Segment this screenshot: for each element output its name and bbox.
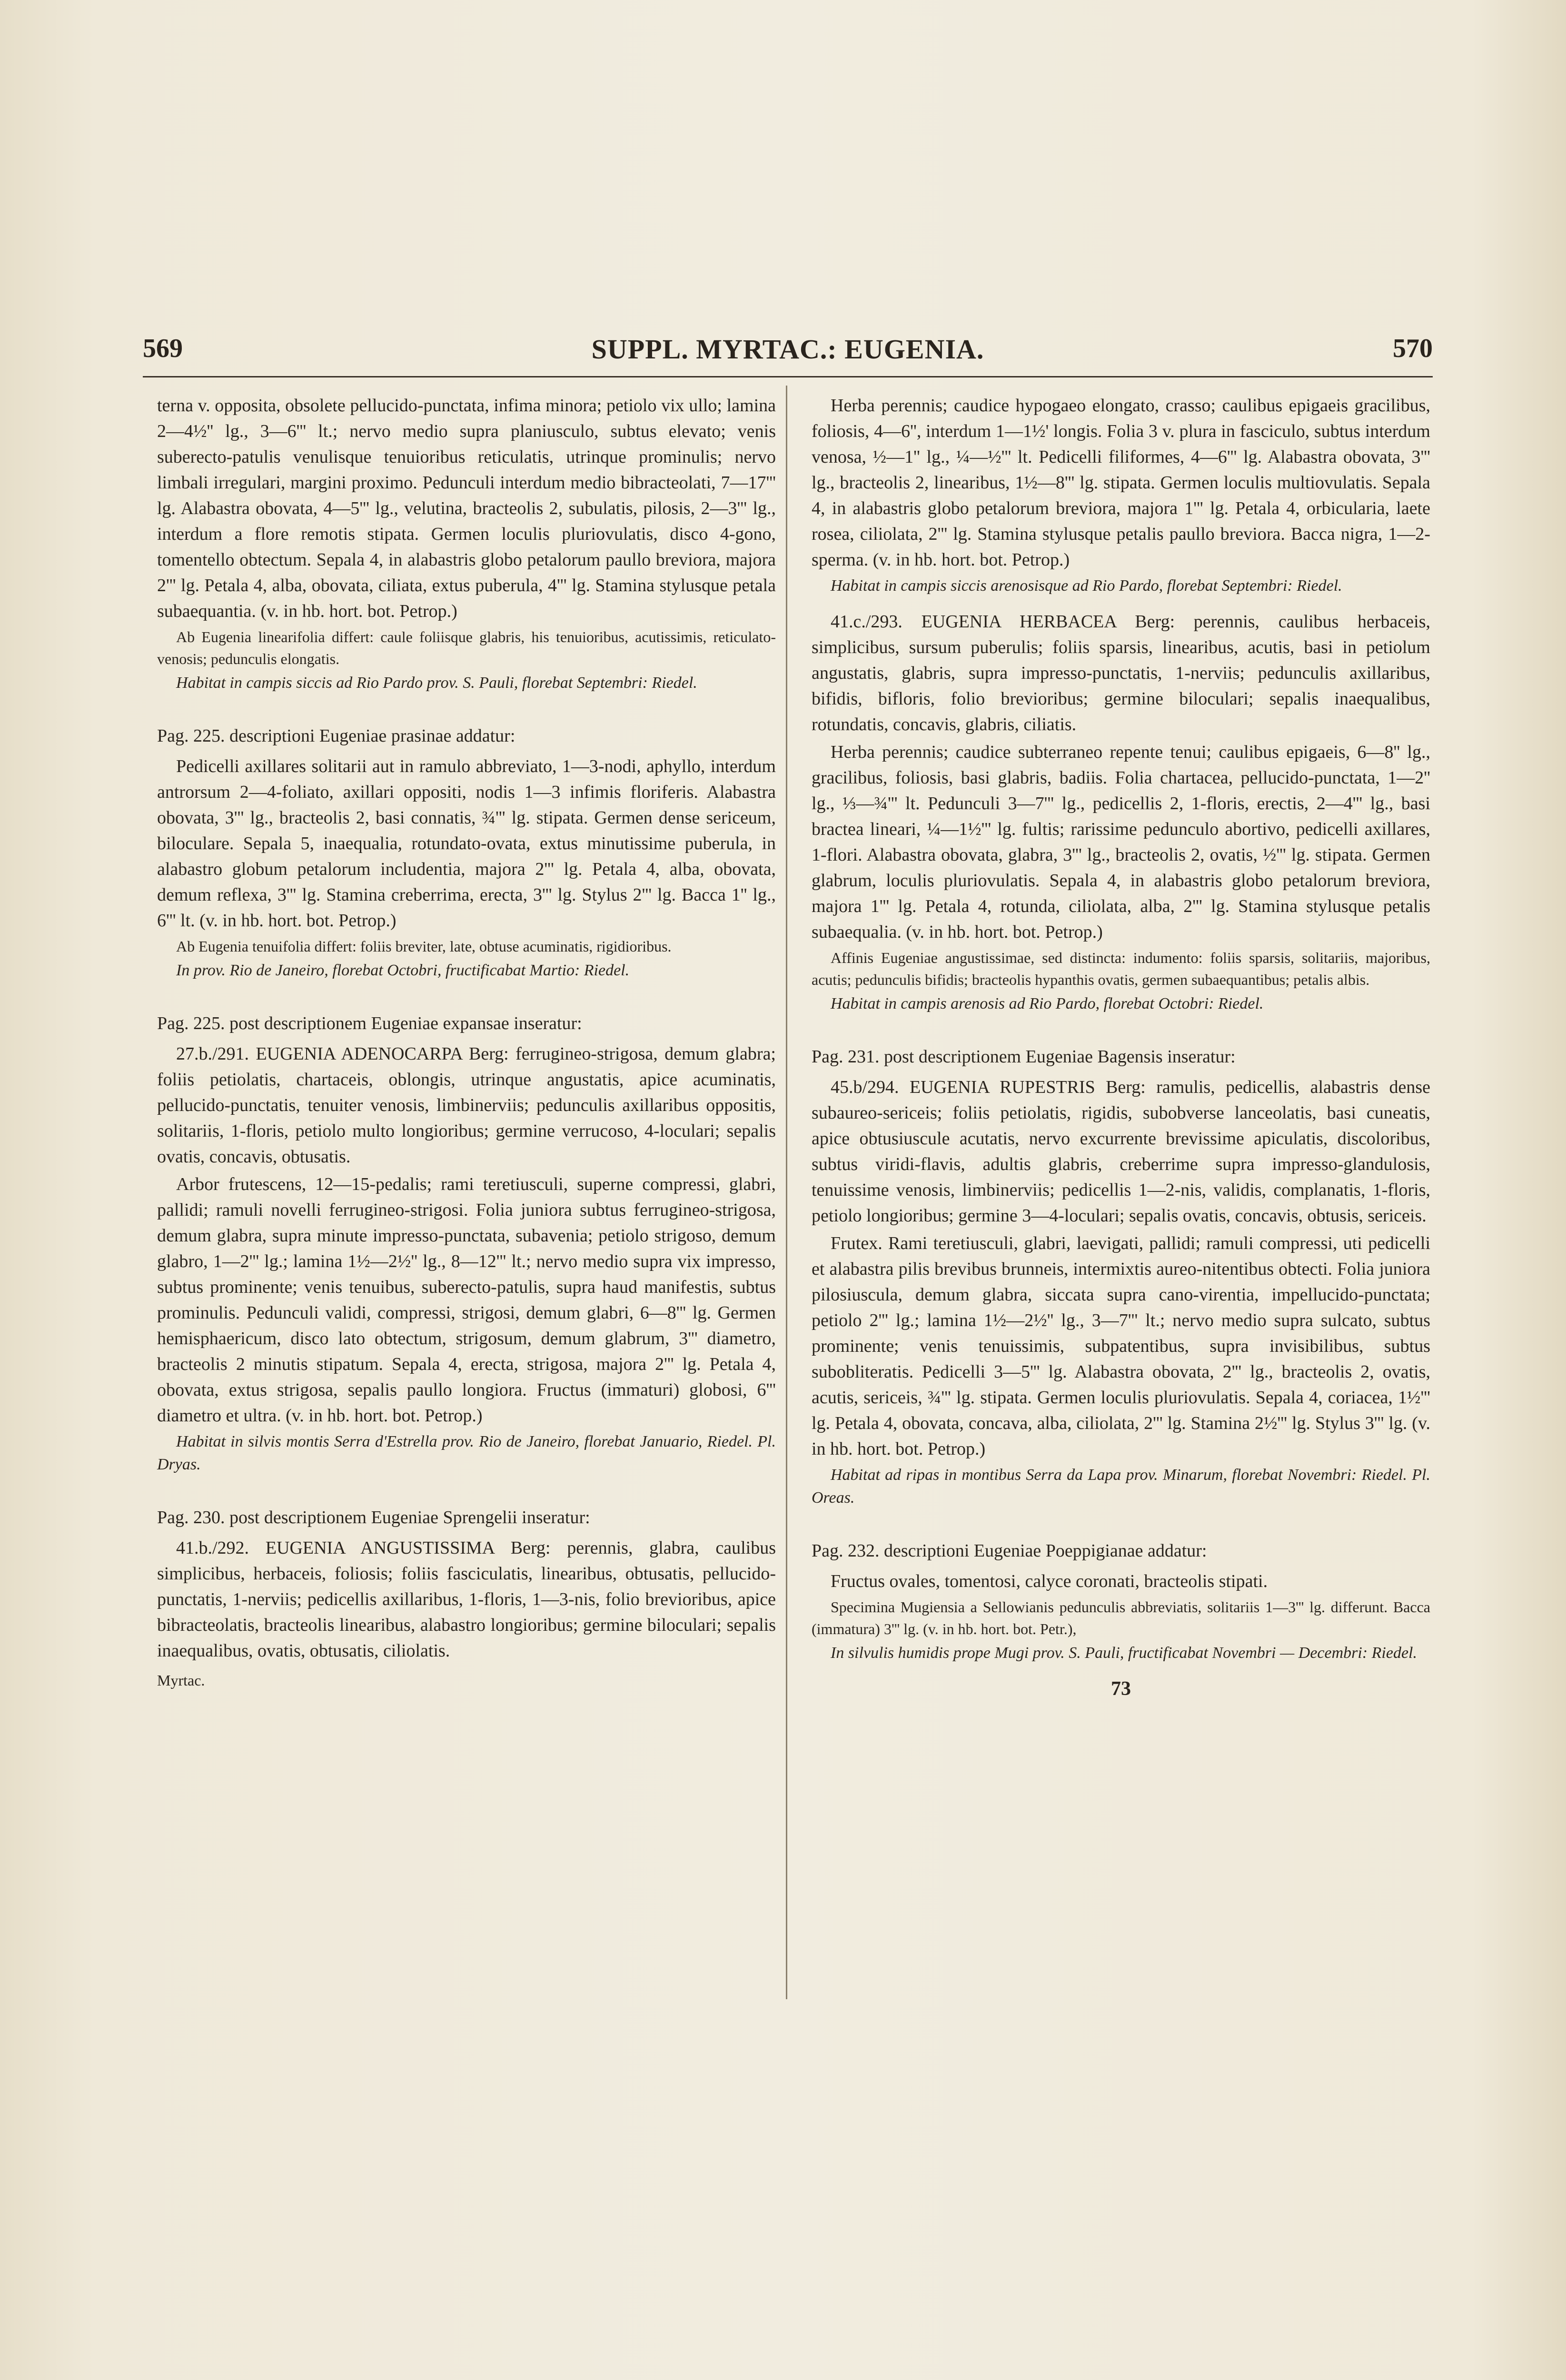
page-reference: Pag. 230. post descriptionem Eugeniae Sprengelii inseratur: — [157, 1507, 590, 1527]
signature-number: 73 — [1111, 1678, 1131, 1700]
paragraph: Herba perennis; caudice hypogaeo elongato, crasso; caulibus epigaeis gracilibus, foliosis, 4—6'', interdum 1—1½' longis. Folia 3 v. plura in fasciculo, subtus interdum venosa, ½—1'' lg., ¼—½''' lt. Pedicelli filiformes, 4—6''' lg. Alabastra obovata, 3''' lg., bracteolis 2, linearibus, 1½—8''' lg. stipata. Germen loculis multiovulatis. Sepala 4, in alabastris globo petalorum breviora, majora 1''' lg. Petala 4, orbicularia, laete rosea, ciliolata, 2''' lg. Stamina stylusque petalis paullo breviora. Bacca nigra, 1—2-sperma. (v. in hb. hort. bot. Petrop.) — [812, 396, 1430, 570]
paragraph: Herba perennis; caudice subterraneo repente tenui; caulibus epigaeis, 6—8'' lg., gracilibus, foliosis, basi glabris, badiis. Folia chartacea, pellucido-punctata, 1—2'' lg., ⅓—¾''' lt. Pedunculi 3—7''' lg., pedicellis 2, 1-floris, erectis, 2—4''' lg., basi bractea lineari, ¼—1½''' lg. fultis; rarissime pedunculo abortivo, pedicelli axillares, 1-flori. Alabastra obovata, glabra, 3''' lg., bracteolis 2, ovatis, ½''' lg. stipata. Germen glabrum, loculis pluriovulatis. Sepala 4, in alabastris globo petalorum breviora, majora 1''' lg. Petala 4, rotunda, ciliolata, alba, 2''' lg. Stamina stylusque petalis subaequalia. (v. in hb. hort. bot. Petrop.) — [812, 742, 1430, 942]
running-title: SUPPL. MYRTAC.: EUGENIA. — [591, 334, 984, 365]
page-number-right: 570 — [1393, 334, 1433, 363]
habitat: Habitat in campis siccis arenosisque ad Rio Pardo, florebat Septembri: Riedel. — [831, 577, 1342, 595]
note: Ab Eugenia linearifolia differt: caule foliisque glabris, his tenuioribus, acutissimis, reticulato-venosis; pedunculis elongatis. — [157, 628, 776, 667]
left-column — [157, 393, 776, 1695]
page-reference: Pag. 225. post descriptionem Eugeniae expansae inseratur: — [157, 1013, 582, 1033]
header-rule — [143, 376, 1433, 377]
note: Affinis Eugeniae angustissimae, sed distincta: indumento: foliis sparsis, solitariis, majoribus, acutis; pedunculis bifidis; bracteolis hypanthis ovatis, germen subaequantibus; petalis albis. — [812, 949, 1430, 988]
paragraph: Pedicelli axillares solitarii aut in ramulo abbreviato, 1—3-nodi, aphyllo, interdum antrorsum 2—4-foliato, axillari oppositi, nodis 1—3 infimis floriferis. Alabastra obovata, 3''' lg., bracteolis 2, basi connatis, ¾''' lg. stipata. Germen dense sericeum, biloculare. Sepala 5, inaequalia, rotundato-ovata, extus minutissime puberula, in alabastro globum petalorum includentia, majora 2''' lg. Petala 4, alba, obovata, demum reflexa, 3''' lg. Stamina creberrima, erecta, 3''' lg. Stylus 2''' lg. Bacca 1'' lg., 6''' lt. (v. in hb. hort. bot. Petrop.) — [157, 756, 776, 931]
paragraph: Fructus ovales, tomentosi, calyce coronati, bracteolis stipati. — [831, 1571, 1268, 1591]
habitat: Habitat in campis siccis ad Rio Pardo prov. S. Pauli, florebat Septembri: Riedel. — [176, 674, 697, 692]
habitat: Habitat in campis arenosis ad Rio Pardo, florebat Octobri: Riedel. — [831, 995, 1264, 1012]
running-header — [143, 333, 1433, 386]
page-reference: Pag. 225. descriptioni Eugeniae prasinae addatur: — [157, 726, 515, 746]
signature-mark: Myrtac. — [157, 1672, 205, 1689]
page-reference: Pag. 232. descriptioni Eugeniae Poeppigianae addatur: — [812, 1541, 1207, 1561]
habitat: Habitat ad ripas in montibus Serra da Lapa prov. Minarum, florebat Novembri: Riedel. Pl. Oreas. — [812, 1466, 1430, 1507]
column-divider — [786, 386, 787, 1999]
note: Ab Eugenia tenuifolia differt: foliis breviter, late, obtuse acuminatis, rigidioribus. — [176, 938, 672, 955]
right-column — [812, 393, 1430, 1704]
paragraph: Frutex. Rami teretiusculi, glabri, laevigati, pallidi; ramuli compressi, uti pedicelli et alabastra pilis brevibus brunneis, intermixtis aureo-nitentibus obtecti. Folia juniora pilosiuscula, demum glabra, siccata supra cano-virentia, impellucido-punctata; petiolo 2''' lg.; lamina 1½—2½'' lg., 3—7''' lt.; nervo medio supra sulcato, subtus prominente; venis tenuissimis, subpatentibus, supra invisibilibus, subtus subobliteratis. Pedicelli 3—5''' lg. Alabastra obovata, 2''' lg., bracteolis 2, ovatis, acutis, sericeis, ¾''' lg. stipata. Germen loculis pluriovulatis. Sepala 4, coriacea, 1½''' lg. Petala 4, obovata, concava, alba, ciliolata, 2''' lg. Stamina 2½''' lg. Stylus 3''' lg. (v. in hb. hort. bot. Petrop.) — [812, 1233, 1430, 1459]
habitat: In prov. Rio de Janeiro, florebat Octobri, fructificabat Martio: Riedel. — [176, 962, 630, 979]
species-diagnosis: 41.b./292. EUGENIA ANGUSTISSIMA Berg: perennis, glabra, caulibus simplicibus, herbaceis, foliosis; foliis fasciculatis, linearibus, obtusatis, pellucido-punctatis, 1-nerviis; pedicellis axillaribus, 1-floris, 1—3-nis, folio brevioribus, apice bibracteolatis, bracteolis linearibus, alabastro longioribus; germine biloculari; sepalis inaequalibus, ovatis, obtusatis, ciliolatis. — [157, 1538, 776, 1661]
note: Specimina Mugiensia a Sellowianis pedunculis abbreviatis, solitariis 1—3''' lg. differunt. Bacca (immatura) 3''' lg. (v. in hb. hort. bot. Petr.), — [812, 1598, 1430, 1637]
species-diagnosis: 41.c./293. EUGENIA HERBACEA Berg: perennis, caulibus herbaceis, simplicibus, sursum puberulis; foliis sparsis, linearibus, acutis, basi in petiolum angustatis, glabris, supra impresso-punctatis, 1-nerviis; pedunculis axillaribus, bifidis, bifloris, folio brevioribus; germine biloculari; sepalis inaequalibus, rotundatis, concavis, glabris, ciliatis. — [812, 612, 1430, 734]
species-diagnosis: 45.b/294. EUGENIA RUPESTRIS Berg: ramulis, pedicellis, alabastris dense subaureo-sericeis; foliis petiolatis, rigidis, subobverse lanceolatis, basi cuneatis, apice obtusiuscule acutatis, nervo excurrente brevissime apiculatis, discoloribus, subtus viridi-flavis, adultis glabris, creberrime supra impresso-glandulosis, tenuissime venosis, limbinerviis; pedicellis 1—2-nis, validis, complanatis, 1-floris, petiolo longioribus; germine 3—4-loculari; sepalis ovatis, concavis, obtusis, sericeis. — [812, 1077, 1430, 1226]
page-number-left: 569 — [143, 334, 183, 363]
species-diagnosis: 27.b./291. EUGENIA ADENOCARPA Berg: ferrugineo-strigosa, demum glabra; foliis petiolatis, chartaceis, oblongis, utrinque angustatis, apice acuminatis, pellucido-punctatis, tenuiter venosis, limbinerviis; pedunculis axillaribus oppositis, solitariis, 1-floris, petiolo multo longioribus; germine verrucoso, 4-loculari; sepalis ovatis, concavis, obtusatis. — [157, 1044, 776, 1167]
paragraph: terna v. opposita, obsolete pellucido-punctata, infima minora; petiolo vix ullo; lamina 2—4½'' lg., 3—6''' lt.; nervo medio supra planiusculo, subtus elevato; venis suberecto-patulis venulisque tenuioribus reticulatis, utrinque prominulis; nervo limbali irregulari, margini proximo. Pedunculi interdum medio bibracteolati, 7—17''' lg. Alabastra obovata, 4—5''' lg., velutina, bracteolis 2, subulatis, pilosis, 2—3''' lg., interdum a flore remotis stipata. Germen loculis pluriovulatis, disco 4-gono, tomentello obtectum. Sepala 4, in alabastris globo petalorum paullo breviora, majora 2''' lg. Petala 4, alba, obovata, ciliata, extus puberula, 4''' lg. Stamina stylusque petala subaequantia. (v. in hb. hort. bot. Petrop.) — [157, 396, 776, 621]
habitat: Habitat in silvis montis Serra d'Estrella prov. Rio de Janeiro, florebat Januario, Riedel. Pl. Dryas. — [157, 1433, 776, 1473]
paragraph: Arbor frutescens, 12—15-pedalis; rami teretiusculi, superne compressi, glabri, pallidi; ramuli novelli ferrugineo-strigosi. Folia juniora subtus ferrugineo-strigosa, demum glabra, supra minute impresso-punctata, subavenia; petiolo strigoso, demum glabro, 1—2''' lg.; lamina 1½—2½'' lg., 8—12''' lt.; nervo medio supra vix impresso, subtus prominente; venis tenuibus, suberecto-patulis, supra haud manifestis, subtus prominulis. Pedunculi validi, compressi, strigosi, demum glabri, 6—8''' lg. Germen hemisphaericum, disco lato obtectum, strigosum, demum glabrum, 3''' diametro, bracteolis 2 minutis stipatum. Sepala 4, erecta, strigosa, majora 2''' lg. Petala 4, obovata, extus strigosa, sepalis paullo longiora. Fructus (immaturi) globosi, 6''' diametro et ultra. (v. in hb. hort. bot. Petrop.) — [157, 1174, 776, 1426]
page-reference: Pag. 231. post descriptionem Eugeniae Bagensis inseratur: — [812, 1047, 1236, 1067]
habitat: In silvulis humidis prope Mugi prov. S. Pauli, fructificabat Novembri — Decembri: Riedel. — [831, 1644, 1417, 1662]
